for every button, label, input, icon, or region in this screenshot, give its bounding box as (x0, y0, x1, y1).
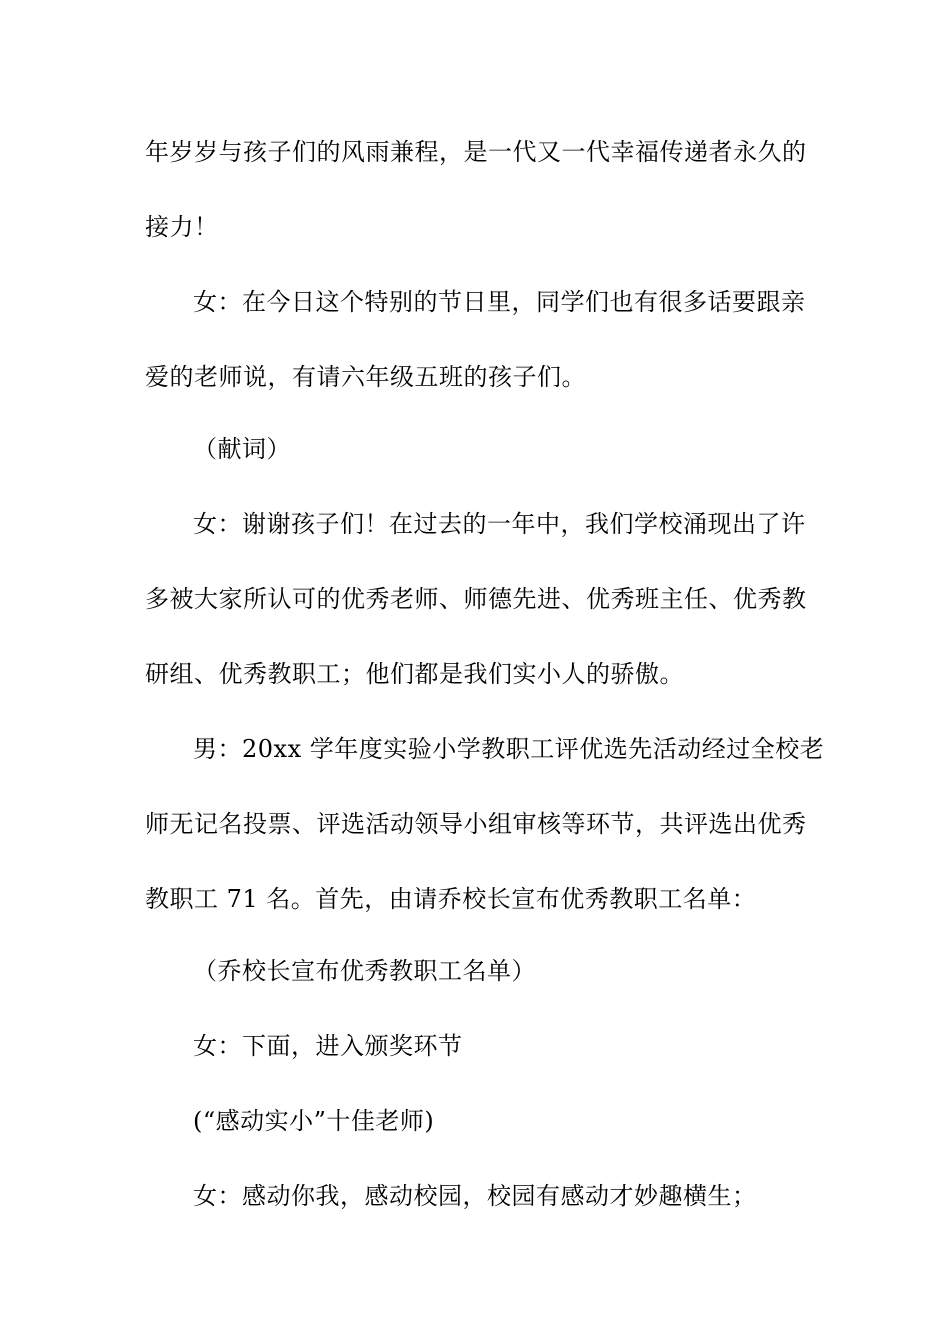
section-heading: (“感动实小”十佳老师) (193, 1107, 435, 1135)
text-line: 接力！ (145, 213, 219, 241)
text-line: 多被大家所认可的优秀老师、师德先进、优秀班主任、优秀教 (145, 585, 807, 613)
paragraph-start: 女：在今日这个特别的节日里，同学们也有很多话要跟亲 (193, 288, 806, 316)
text-line: 研组、优秀教职工；他们都是我们实小人的骄傲。 (145, 660, 684, 688)
stage-direction: （献词） (193, 435, 291, 463)
text-line: 年岁岁与孩子们的风雨兼程，是一代又一代幸福传递者永久的 (145, 138, 807, 166)
stage-direction: （乔校长宣布优秀教职工名单） (193, 957, 536, 985)
paragraph-start: 女：感动你我，感动校园，校园有感动才妙趣横生； (193, 1182, 757, 1210)
text-line: 爱的老师说，有请六年级五班的孩子们。 (145, 363, 586, 391)
paragraph-start: 男：20xx 学年度实验小学教职工评优选先活动经过全校老 (193, 735, 825, 763)
text-line: 教职工 71 名。首先，由请乔校长宣布优秀教职工名单： (145, 885, 757, 913)
paragraph-start: 女：下面，进入颁奖环节 (193, 1032, 463, 1060)
text-line: 师无记名投票、评选活动领导小组审核等环节，共评选出优秀 (145, 810, 807, 838)
paragraph-start: 女：谢谢孩子们！在过去的一年中，我们学校涌现出了许 (193, 510, 806, 538)
